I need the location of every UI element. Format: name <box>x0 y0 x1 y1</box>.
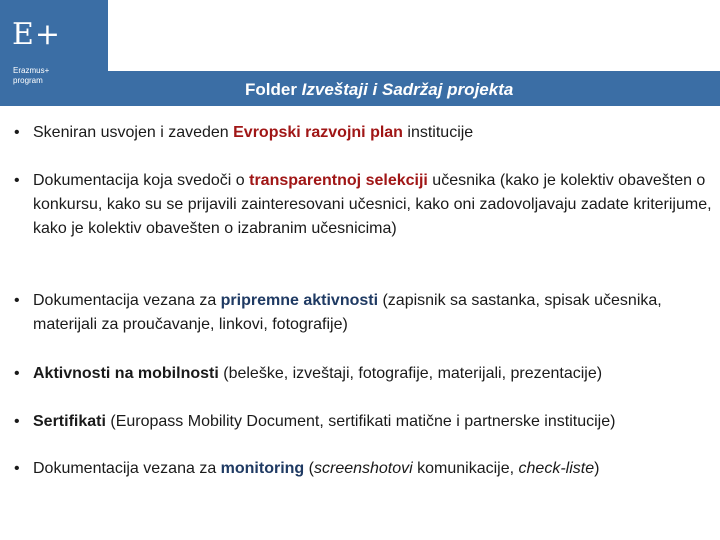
bullet-text: (beleške, izveštaji, fotografije, materijali, prezentacije) <box>218 365 603 382</box>
bullet-highlight: transparentnoj selekciji <box>249 172 428 189</box>
bullet-text: komunikacije, <box>412 460 519 477</box>
bullet-item-1 <box>14 121 714 145</box>
bullet-italic: screenshotovi <box>313 460 413 477</box>
page-title <box>245 80 513 100</box>
bullet-text: Skeniran usvojen i zaveden <box>33 124 234 141</box>
bullet-text: ( <box>304 460 314 477</box>
bullet-item-4 <box>14 362 714 386</box>
bullet-text: (Europass Mobility Document, sertifikati matične i partnerske institucije) <box>105 413 616 430</box>
bullet-dot: • <box>14 292 20 309</box>
bullet-highlight: Sertifikati <box>33 413 106 430</box>
erasmus-logo <box>0 0 108 106</box>
bullet-text: ) <box>594 460 600 477</box>
bullet-dot: • <box>14 413 20 430</box>
bullet-item-2 <box>14 169 714 241</box>
bullet-item-5 <box>14 410 714 434</box>
logo-text-line2: program <box>13 76 43 85</box>
bullet-text: Dokumentacija vezana za <box>33 292 221 309</box>
logo-mark: E+ <box>12 17 62 52</box>
bullet-item-6 <box>14 457 714 481</box>
bullet-dot: • <box>14 172 20 189</box>
title-bar <box>100 71 720 106</box>
bullet-highlight: pripremne aktivnosti <box>220 292 379 309</box>
title-prefix: Folder <box>245 80 302 99</box>
bullet-highlight: Aktivnosti na mobilnosti <box>33 365 219 382</box>
bullet-italic: check-liste <box>518 460 595 477</box>
bullet-dot: • <box>14 460 20 477</box>
title-italic: Izveštaji i Sadržaj projekta <box>301 80 514 99</box>
bullet-highlight: monitoring <box>220 460 305 477</box>
bullet-item-3 <box>14 289 714 337</box>
bullet-text: učesnika (kako je kolektiv obavešten o konkursu, kako su se prijavili zainteresovani učesnici, kako oni zadovoljavaju zadate kriterijume, kako je kolektiv obavešten o izabranim učesnicima) <box>33 172 712 237</box>
bullet-highlight: Evropski razvojni plan <box>233 124 403 141</box>
bullet-text: Dokumentacija vezana za <box>33 460 221 477</box>
bullet-text: Dokumentacija koja svedoči o <box>33 172 250 189</box>
logo-text <box>13 66 49 86</box>
bullet-dot: • <box>14 124 20 141</box>
bullet-text: (zapisnik sa sastanka, spisak učesnika, materijali za proučavanje, linkovi, fotografije) <box>33 292 662 333</box>
logo-text-line1: Erazmus+ <box>13 66 50 75</box>
bullet-text: institucije <box>402 124 474 141</box>
bullet-dot: • <box>14 365 20 382</box>
